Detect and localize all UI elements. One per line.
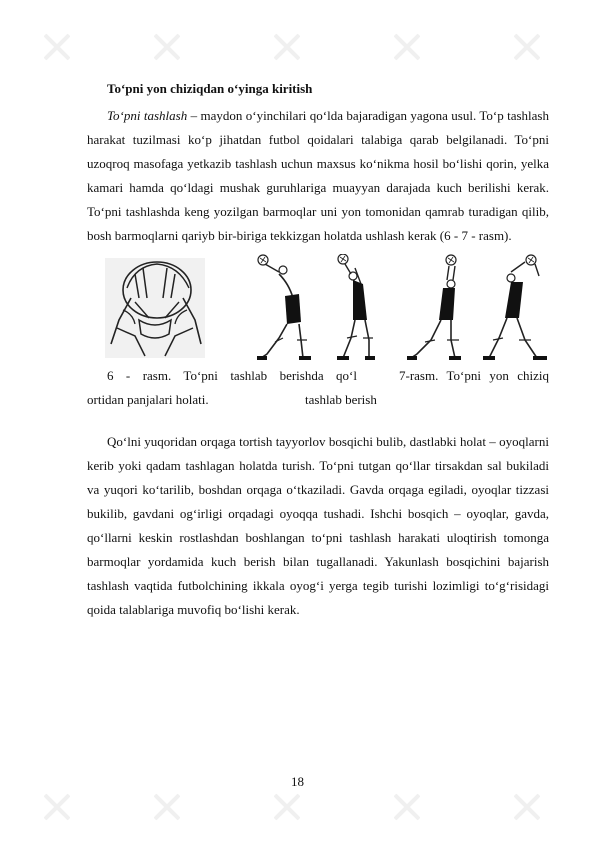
figure-captions <box>87 364 549 412</box>
figures-row <box>87 254 549 364</box>
figure-6-caption <box>87 364 377 412</box>
paragraph-intro <box>87 104 549 248</box>
paragraph-phases: Qo‘lni yuqoridan orqaga tortish tayyorlov bosqichi bulib, dastlabki holat – oyoqlarni kerib yoki qadam tashlagan holatda turish. To‘pni tutgan qo‘llar tirsakdan sal bukiladi va yuqori ko‘tarilib, boshdan orqaga o‘tkaziladi. Gavda orqaga egiladi, oyoqlar tizzasi bukilib, gavdani og‘irligi orqadagi oyoqqa tushadi. Ishchi bosqich – oyoqlar, gavda, qo‘llarni keskin rostlashdan boshlangan to‘pni tashlash harakati uloqtirish tomonga barmoqlar yordamida kuch berish bilan tugallanadi. Yakunlash bosqichini bajarish tashlash vaqtida futbolchining ikkala oyog‘i yerga tegib turishi lozimligi to‘g‘risidagi qoida talablariga muvofiq bo‘lishi kerak. <box>87 434 549 617</box>
figure-6-caption-line1: 6 - rasm. To‘pni tashlab berishda qo‘l <box>107 368 357 383</box>
paragraph-intro-text: – maydon o‘yinchilari qo‘lda bajaradigan yagona usul. To‘p tashlash harakat tuzilmasi ko‘p jihatdan futbol qoidalari talabiga qarab belgilanadi. To‘pni uzoqroq masofaga yetkazib tashlash uchun maxsus ko‘nikma hosil bo‘lishi qorin, yelka kamari hamda qo‘ldagi mushak guruhlariga muayyan darajada kuch berilishi kerak. To‘pni tashlashda keng yozilgan barmoqlar uni yon tomonidan qamrab turadigan qilib, bosh barmoqlarni qariyb bir-biriga tekkizgan holatda ushlash kerak (6 - 7 - rasm). <box>87 108 549 243</box>
watermark-mark <box>510 30 544 64</box>
watermark-mark <box>270 30 304 64</box>
spacer <box>87 412 549 430</box>
term-italic: To‘pni tashlash <box>107 108 188 123</box>
watermark-mark <box>510 790 544 824</box>
watermark-mark <box>390 790 424 824</box>
figure-7-caption-line2: tashlab berish <box>305 392 377 407</box>
figure-6-hands-on-ball <box>105 258 205 358</box>
watermark-mark <box>40 790 74 824</box>
watermark-mark <box>40 30 74 64</box>
figure-7-caption-line1: 7-rasm. To‘pni yon chiziq <box>399 368 549 383</box>
watermark-mark <box>390 30 424 64</box>
figure-6-caption-line2: ortidan panjalari holati. <box>87 392 209 407</box>
watermark-mark <box>150 790 184 824</box>
watermark-mark <box>150 30 184 64</box>
figure-throw-sequence <box>257 254 377 362</box>
document-page <box>87 78 549 622</box>
page-number: 18 <box>291 774 304 789</box>
section-heading: To‘pni yon chiziqdan o‘yinga kiritish <box>107 81 313 96</box>
watermark-mark <box>270 790 304 824</box>
figure-7-sideline-throw <box>407 254 552 362</box>
